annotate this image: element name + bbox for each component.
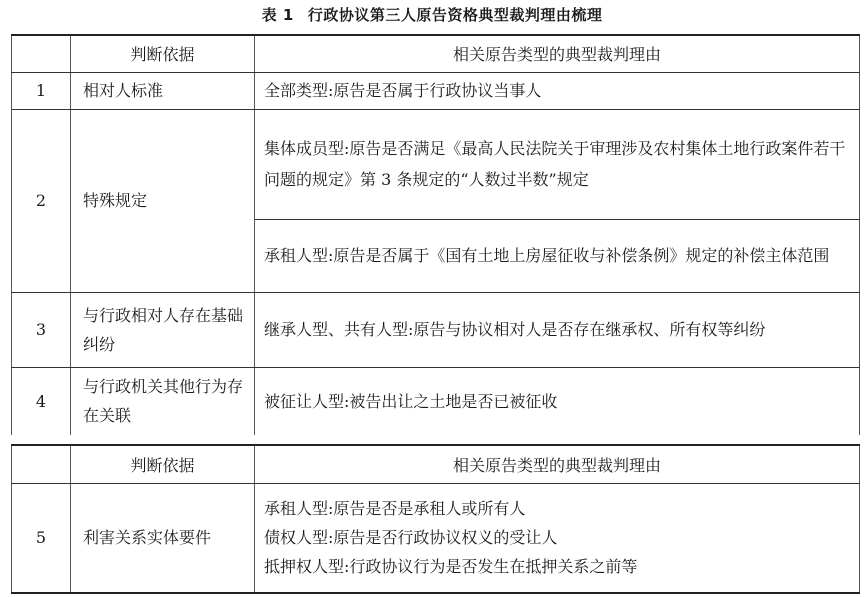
reasoning-table-part-1 bbox=[11, 34, 860, 435]
caption-text: 行政协议第三人原告资格典型裁判理由梳理 bbox=[307, 6, 603, 24]
table-row bbox=[12, 109, 860, 219]
header-num-cell bbox=[12, 445, 71, 483]
header-basis: 判断依据 bbox=[71, 445, 255, 483]
row-reason: 被征让人型:被告出让之土地是否已被征收 bbox=[255, 367, 860, 435]
table-row bbox=[12, 72, 860, 109]
row-reason: 承租人型:原告是否属于《国有土地上房屋征收与补偿条例》规定的补偿主体范围 bbox=[255, 219, 860, 292]
row-reason: 集体成员型:原告是否满足《最高人民法院关于审理涉及农村集体土地行政案件若干问题的规定》第 3 条规定的“人数过半数”规定 bbox=[255, 109, 860, 219]
table-caption bbox=[0, 4, 864, 25]
table-row bbox=[12, 483, 860, 593]
header-row bbox=[12, 35, 860, 72]
row-number: 4 bbox=[12, 367, 71, 435]
table-row bbox=[12, 367, 860, 435]
table-row bbox=[12, 292, 860, 367]
header-basis: 判断依据 bbox=[71, 35, 255, 72]
row-basis: 与行政相对人存在基础纠纷 bbox=[71, 292, 255, 367]
header-reason: 相关原告类型的典型裁判理由 bbox=[255, 445, 860, 483]
row-number: 2 bbox=[12, 109, 71, 292]
reasoning-table-part-2 bbox=[11, 444, 860, 594]
caption-label: 表 1 bbox=[261, 6, 294, 24]
header-row bbox=[12, 445, 860, 483]
row-reason: 继承人型、共有人型:原告与协议相对人是否存在继承权、所有权等纠纷 bbox=[255, 292, 860, 367]
row-basis: 与行政机关其他行为存在关联 bbox=[71, 367, 255, 435]
row-basis: 相对人标准 bbox=[71, 72, 255, 109]
row-number: 5 bbox=[12, 483, 71, 593]
row-number: 3 bbox=[12, 292, 71, 367]
header-reason: 相关原告类型的典型裁判理由 bbox=[255, 35, 860, 72]
header-num-cell bbox=[12, 35, 71, 72]
reason-line: 债权人型:原告是否行政协议权义的受让人 bbox=[264, 528, 558, 548]
reason-line: 抵押权人型:行政协议行为是否发生在抵押关系之前等 bbox=[264, 557, 638, 577]
row-reason: 全部类型:原告是否属于行政协议当事人 bbox=[255, 72, 860, 109]
row-reason bbox=[255, 483, 860, 593]
row-basis: 特殊规定 bbox=[71, 109, 255, 292]
row-number: 1 bbox=[12, 72, 71, 109]
reason-line: 承租人型:原告是否是承租人或所有人 bbox=[264, 499, 526, 519]
row-basis: 利害关系实体要件 bbox=[71, 483, 255, 593]
